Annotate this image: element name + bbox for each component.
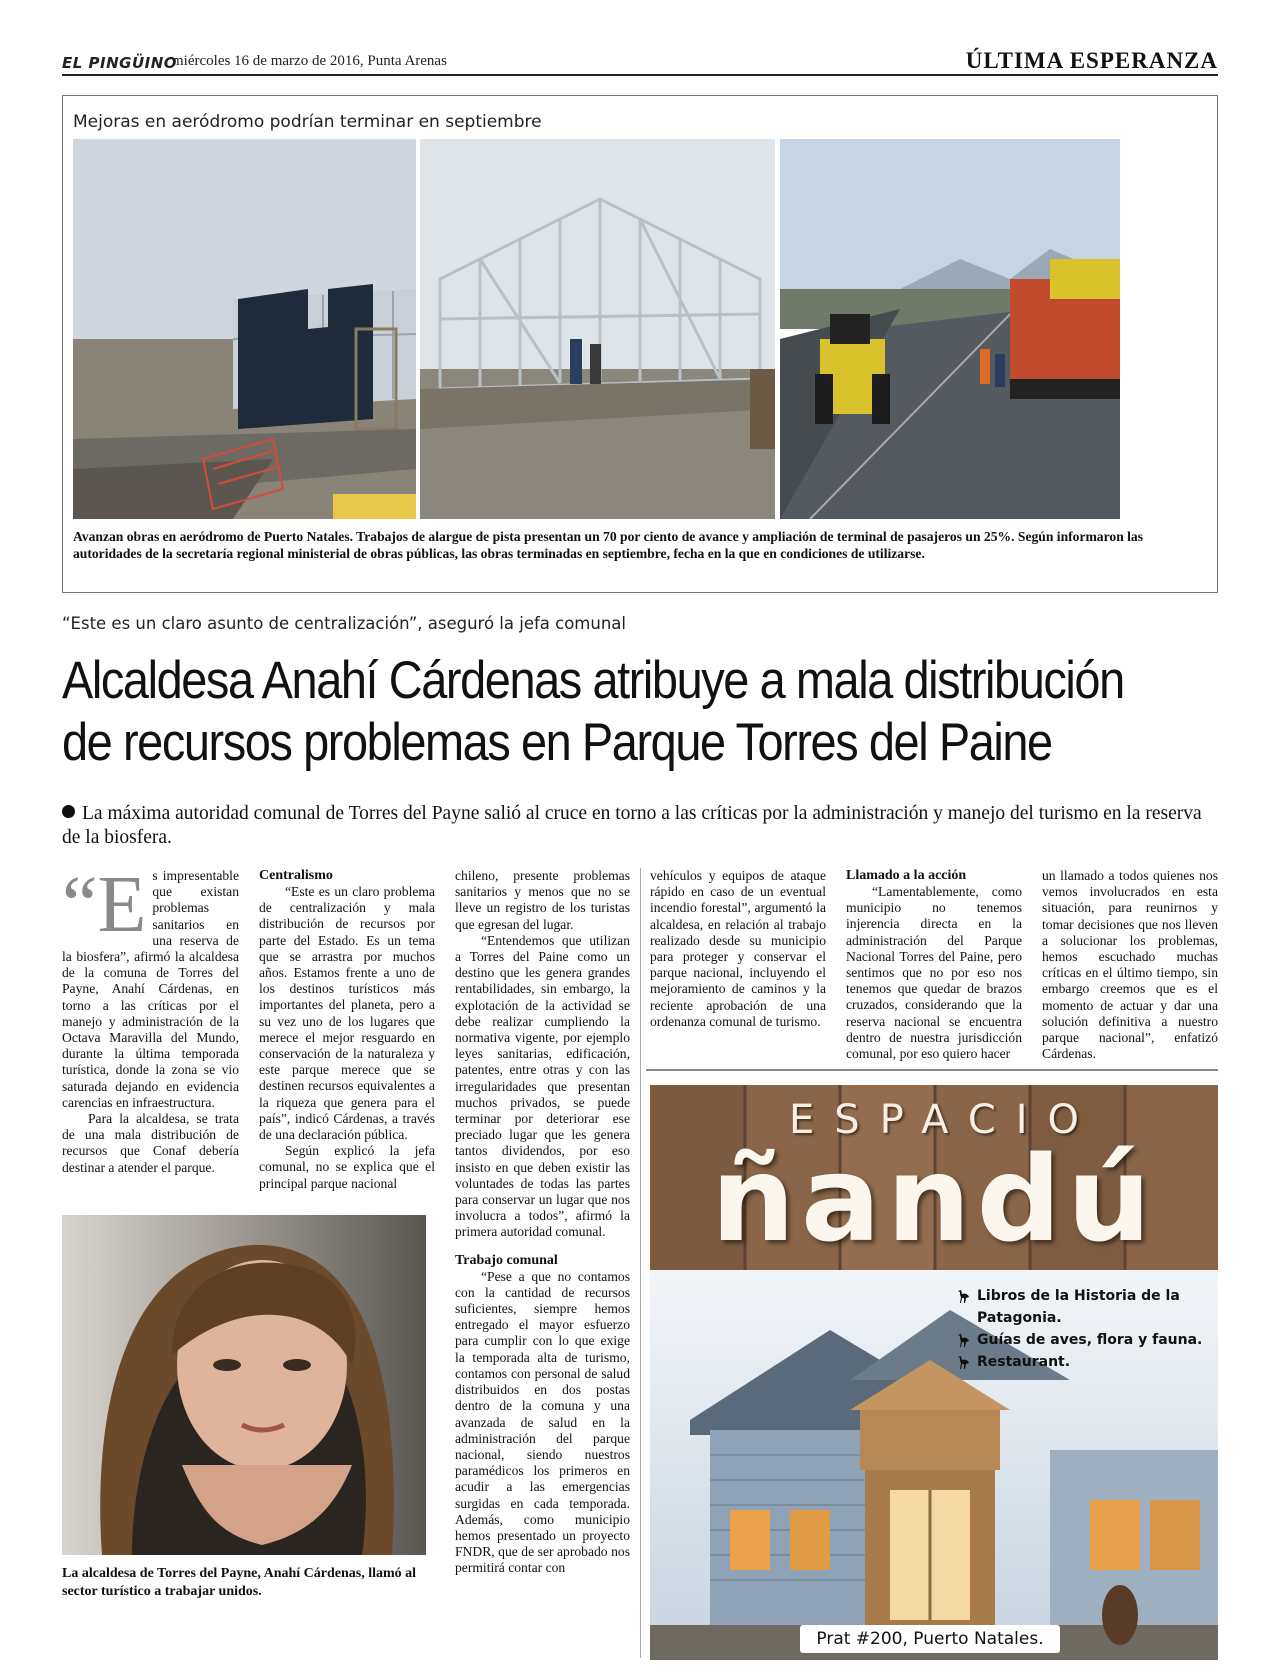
ad-small-title: ESPACIO: [788, 1097, 1100, 1143]
ad-feature-item: Libros de la Historia de la Patagonia.: [955, 1285, 1215, 1329]
ad-address: Prat #200, Puerto Natales.: [800, 1625, 1060, 1653]
headline-line-1: Alcaldesa Anahí Cárdenas atribuye a mala distribución: [62, 651, 1124, 710]
terminal-photo-2: [420, 139, 775, 519]
subhead-text: La máxima autoridad comunal de Torres del Payne salió al cruce en torno a las críticas por la administración y manejo del turismo en la reserva de la biosfera.: [62, 803, 1202, 848]
espacio-nandu-ad: [650, 1085, 1218, 1660]
article-subhead: [62, 802, 1212, 850]
airport-photo-box: [62, 95, 1218, 593]
dropcap: “E: [62, 861, 147, 949]
column-divider: [640, 868, 641, 1658]
col3-paragraph-2: “Entendemos que utilizan a Torres del Paine como un destino que les genera grandes rentabilidades, sin embargo, la explotación de la actividad se debe realizar cumpliendo la normativa vigente, por ejemplo leyes sanitarias, edificación, patentes, entre otras y con las irregularidades que presentan muchos privados, se puede terminar por deteriorar ese preciado lugar que les genera tantos dividendos, por eso insisto en que deben existir las voluntades de todas las partes para conservar un lugar que nos involucra a todos”, afirmó la primera autoridad comunal.: [455, 932, 630, 1240]
ad-feature-list: [955, 1285, 1215, 1373]
portrait-caption: La alcaldesa de Torres del Payne, Anahí Cárdenas, llamó al sector turístico a trabajar unidos.: [62, 1566, 417, 1599]
col1-paragraph-2: Para la alcaldesa, se trata de una mala distribución de recursos que Conaf debería destinar a atender el parque.: [62, 1111, 239, 1175]
col5-heading: Llamado a la acción: [846, 868, 967, 883]
bullet-icon: [62, 805, 75, 818]
col3-heading: Trabajo comunal: [455, 1252, 558, 1268]
ad-feature-item: Guías de aves, flora y fauna.: [955, 1329, 1215, 1351]
ad-divider-rule: [646, 1069, 1218, 1071]
ad-big-title: ñandú: [710, 1130, 1158, 1268]
masthead-logo: EL PINGÜINO: [62, 54, 178, 72]
headline-line-2: de recursos problemas en Parque Torres del Paine: [62, 713, 1052, 772]
col4-paragraph-1: vehículos y equipos de ataque rápido en caso de un eventual incendio forestal”, argumentó la alcaldesa, en relación al trabajo realizado desde su municipio para proteger y conservar el parque nacional, incluyendo el mejoramiento de caminos y la reciente aprobación de una ordenanza comunal de turismo.: [650, 868, 826, 1029]
col3-paragraph-1: chileno, presente problemas sanitarios y menos que no se lleve un registro de los turistas que egresan del lugar.: [455, 868, 630, 932]
runway-photo: [780, 139, 1120, 519]
mayor-portrait-photo: [62, 1215, 426, 1555]
column-2: [259, 868, 435, 1192]
column-3: [455, 868, 630, 1577]
dateline: miércoles 16 de marzo de 2016, Punta Arenas: [172, 53, 447, 69]
photo-box-caption: Avanzan obras en aeródromo de Puerto Natales. Trabajos de alargue de pista presentan un 70 por ciento de avance y ampliación de terminal de pasajeros un 25%. Según informaron las autoridades de la secretaría regional ministerial de obras públicas, las obras terminadas en septiembre, fecha en la que en condiciones de utilizarse.: [73, 529, 1144, 561]
column-1: [62, 861, 239, 1176]
terminal-photo-1: [73, 139, 416, 519]
page-header: [62, 50, 1218, 76]
col2-heading: Centralismo: [259, 868, 333, 883]
ad-feature-item: Restaurant.: [955, 1351, 1215, 1373]
article-headline: [62, 650, 1124, 774]
col2-paragraph-1: “Este es un claro problema de centralización y mala distribución de recursos por parte del Estado. Es un tema que se arrastra por muchos años. Estamos frente a uno de los destinos turísticos más importantes del planeta, pero a su vez uno de los lugares que merece el mejor resguardo en conservación de la naturaleza y este parque merece que se destinen recursos equivalentes a la riqueza que genera para el país”, indicó Cárdenas, a través de una declaración pública.: [259, 884, 435, 1143]
column-5: [846, 868, 1022, 1062]
photo-box-title: Mejoras en aeródromo podrían terminar en septiembre: [73, 112, 542, 132]
rhea-bird-icon: [955, 1332, 971, 1348]
col5-paragraph-1: “Lamentablemente, como municipio no tenemos injerencia directa en la administración del Parque Nacional Torres del Paine, pero sentimos que no por eso nos tenemos que quedar de brazos cruzados, considerando que la reserva nacional se encuentra dentro de nuestra jurisdicción comunal, por eso quiero hacer: [846, 884, 1022, 1062]
rhea-bird-icon: [955, 1288, 971, 1304]
col6-paragraph-1: un llamado a todos quienes nos vemos involucrados en esta situación, para reunirnos y tomar decisiones que nos lleven a solucionar los problemas, hemos escuchado muchas críticas en el último tiempo, sin embargo creemos que es el momento de actuar y dar una solución definitiva a nuestro parque nacional”, enfatizó Cárdenas.: [1042, 868, 1218, 1062]
column-4: [650, 868, 826, 1030]
col3-paragraph-3: “Pese a que no contamos con la cantidad de recursos suficientes, siempre hemos entregado el mayor esfuerzo para cumplir con lo que exige la temporada alta de turismo, contamos con personal de salud distribuidos en dos postas dentro de la comuna y una avanzada de salud en la administración del parque nacional, siendo nuestros paramédicos los primeros en acudir a las emergencias surgidas en cada temporada. Además, como municipio hemos presentado un proyecto FNDR, que de ser aprobado nos permitirá contar con: [455, 1268, 630, 1576]
col1-paragraph-1: s impresentable que existan problemas sanitarios en una reserva de la biosfera”, afirmó la alcaldesa de la comuna de Torres del Payne, Anahí Cárdenas, en torno a las críticas por el manejo y administración de la Octava Maravilla del Mundo, durante la última temporada turística, donde la zona se vio saturada dejando en evidencia carencias en infraestructura.: [62, 868, 239, 1110]
column-6: [1042, 868, 1218, 1062]
col2-paragraph-2: Según explicó la jefa comunal, no se explica que el principal parque nacional: [259, 1143, 435, 1191]
section-name: ÚLTIMA ESPERANZA: [965, 48, 1218, 73]
article-kicker: “Este es un claro asunto de centralización”, aseguró la jefa comunal: [62, 614, 626, 633]
rhea-bird-icon: [955, 1354, 971, 1370]
